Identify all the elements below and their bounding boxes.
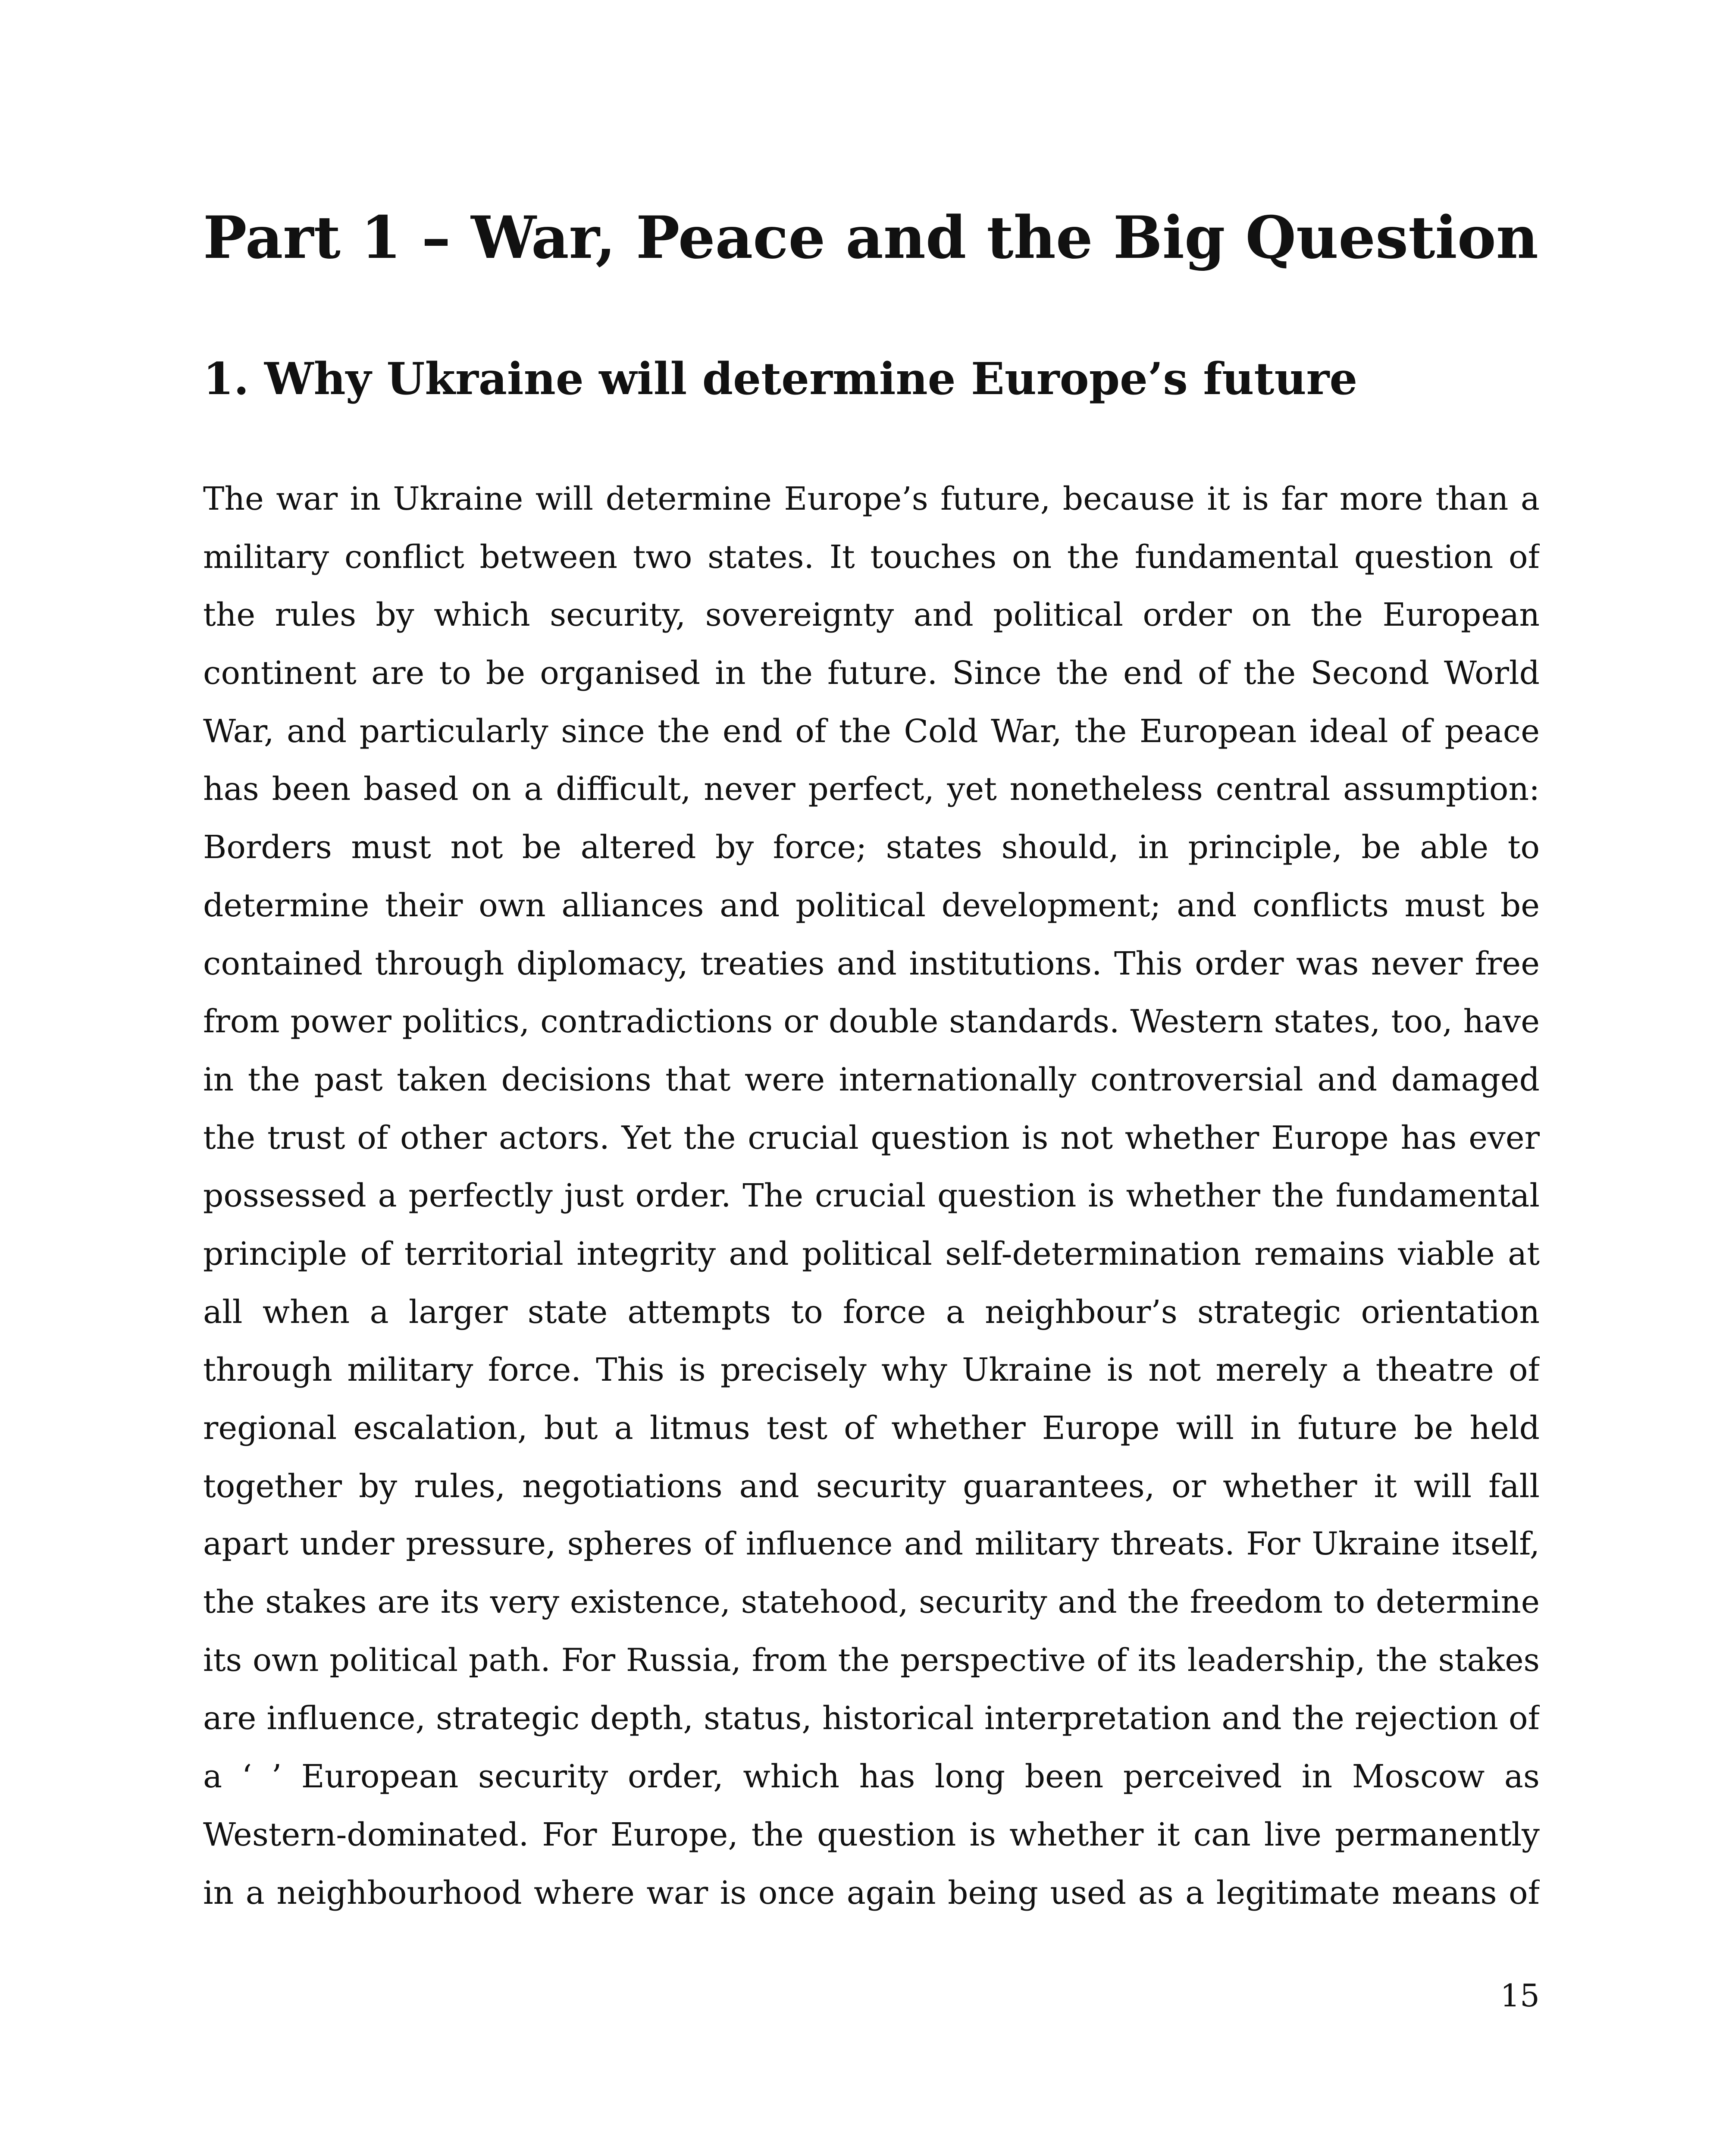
body-line: the trust of other actors. Yet the crucial question is not whether Europe has ever	[203, 1119, 1540, 1156]
body-line: principle of territorial integrity and political self-determination remains viable at	[203, 1235, 1540, 1272]
body-line: possessed a perfectly just order. The crucial question is whether the fundamental	[203, 1177, 1540, 1215]
body-line: Borders must not be altered by force; states should, in principle, be able to	[203, 829, 1540, 866]
body-line: from power politics, contradictions or double standards. Western states, too, have	[203, 1003, 1540, 1040]
chapter-title: 1. Why Ukraine will determine Europe’s future	[203, 353, 1358, 405]
body-line: has been based on a difficult, never perfect, yet nonetheless central assumption:	[203, 771, 1540, 808]
body-line: determine their own alliances and political development; and conflicts must be	[203, 887, 1540, 924]
body-line: its own political path. For Russia, from the perspective of its leadership, the stakes	[203, 1642, 1540, 1679]
body-line: are influence, strategic depth, status, historical interpretation and the rejection of	[203, 1700, 1540, 1737]
body-paragraph	[203, 470, 1540, 1922]
body-line: in the past taken decisions that were internationally controversial and damaged	[203, 1061, 1540, 1098]
body-line: through military force. This is precisely why Ukraine is not merely a theatre of	[203, 1351, 1540, 1389]
body-line: regional escalation, but a litmus test of whether Europe will in future be held	[203, 1410, 1540, 1447]
body-line: The war in Ukraine will determine Europe’s future, because it is far more than a	[203, 480, 1540, 517]
body-line: in a neighbourhood where war is once again being used as a legitimate means of	[203, 1874, 1540, 1912]
body-line: together by rules, negotiations and security guarantees, or whether it will fall	[203, 1467, 1540, 1505]
body-line: continent are to be organised in the future. Since the end of the Second World	[203, 655, 1540, 692]
body-line: all when a larger state attempts to force a neighbour’s strategic orientation	[203, 1293, 1540, 1331]
body-line: the stakes are its very existence, statehood, security and the freedom to determine	[203, 1584, 1540, 1621]
body-line: War, and particularly since the end of the Cold War, the European ideal of peace	[203, 712, 1540, 750]
body-line: Western-dominated. For Europe, the question is whether it can live permanently	[203, 1816, 1540, 1853]
body-line: a ‘ ’ European security order, which has long been perceived in Moscow as	[203, 1758, 1540, 1796]
part-title: Part 1 – War, Peace and the Big Question	[203, 203, 1538, 272]
body-line: apart under pressure, spheres of influence and military threats. For Ukraine itself,	[203, 1526, 1540, 1563]
body-line: contained through diplomacy, treaties and institutions. This order was never free	[203, 945, 1540, 982]
body-line: the rules by which security, sovereignty and political order on the European	[203, 596, 1540, 634]
body-line: military conflict between two states. It touches on the fundamental question of	[203, 538, 1540, 576]
page-number: 15	[1500, 1977, 1540, 2014]
